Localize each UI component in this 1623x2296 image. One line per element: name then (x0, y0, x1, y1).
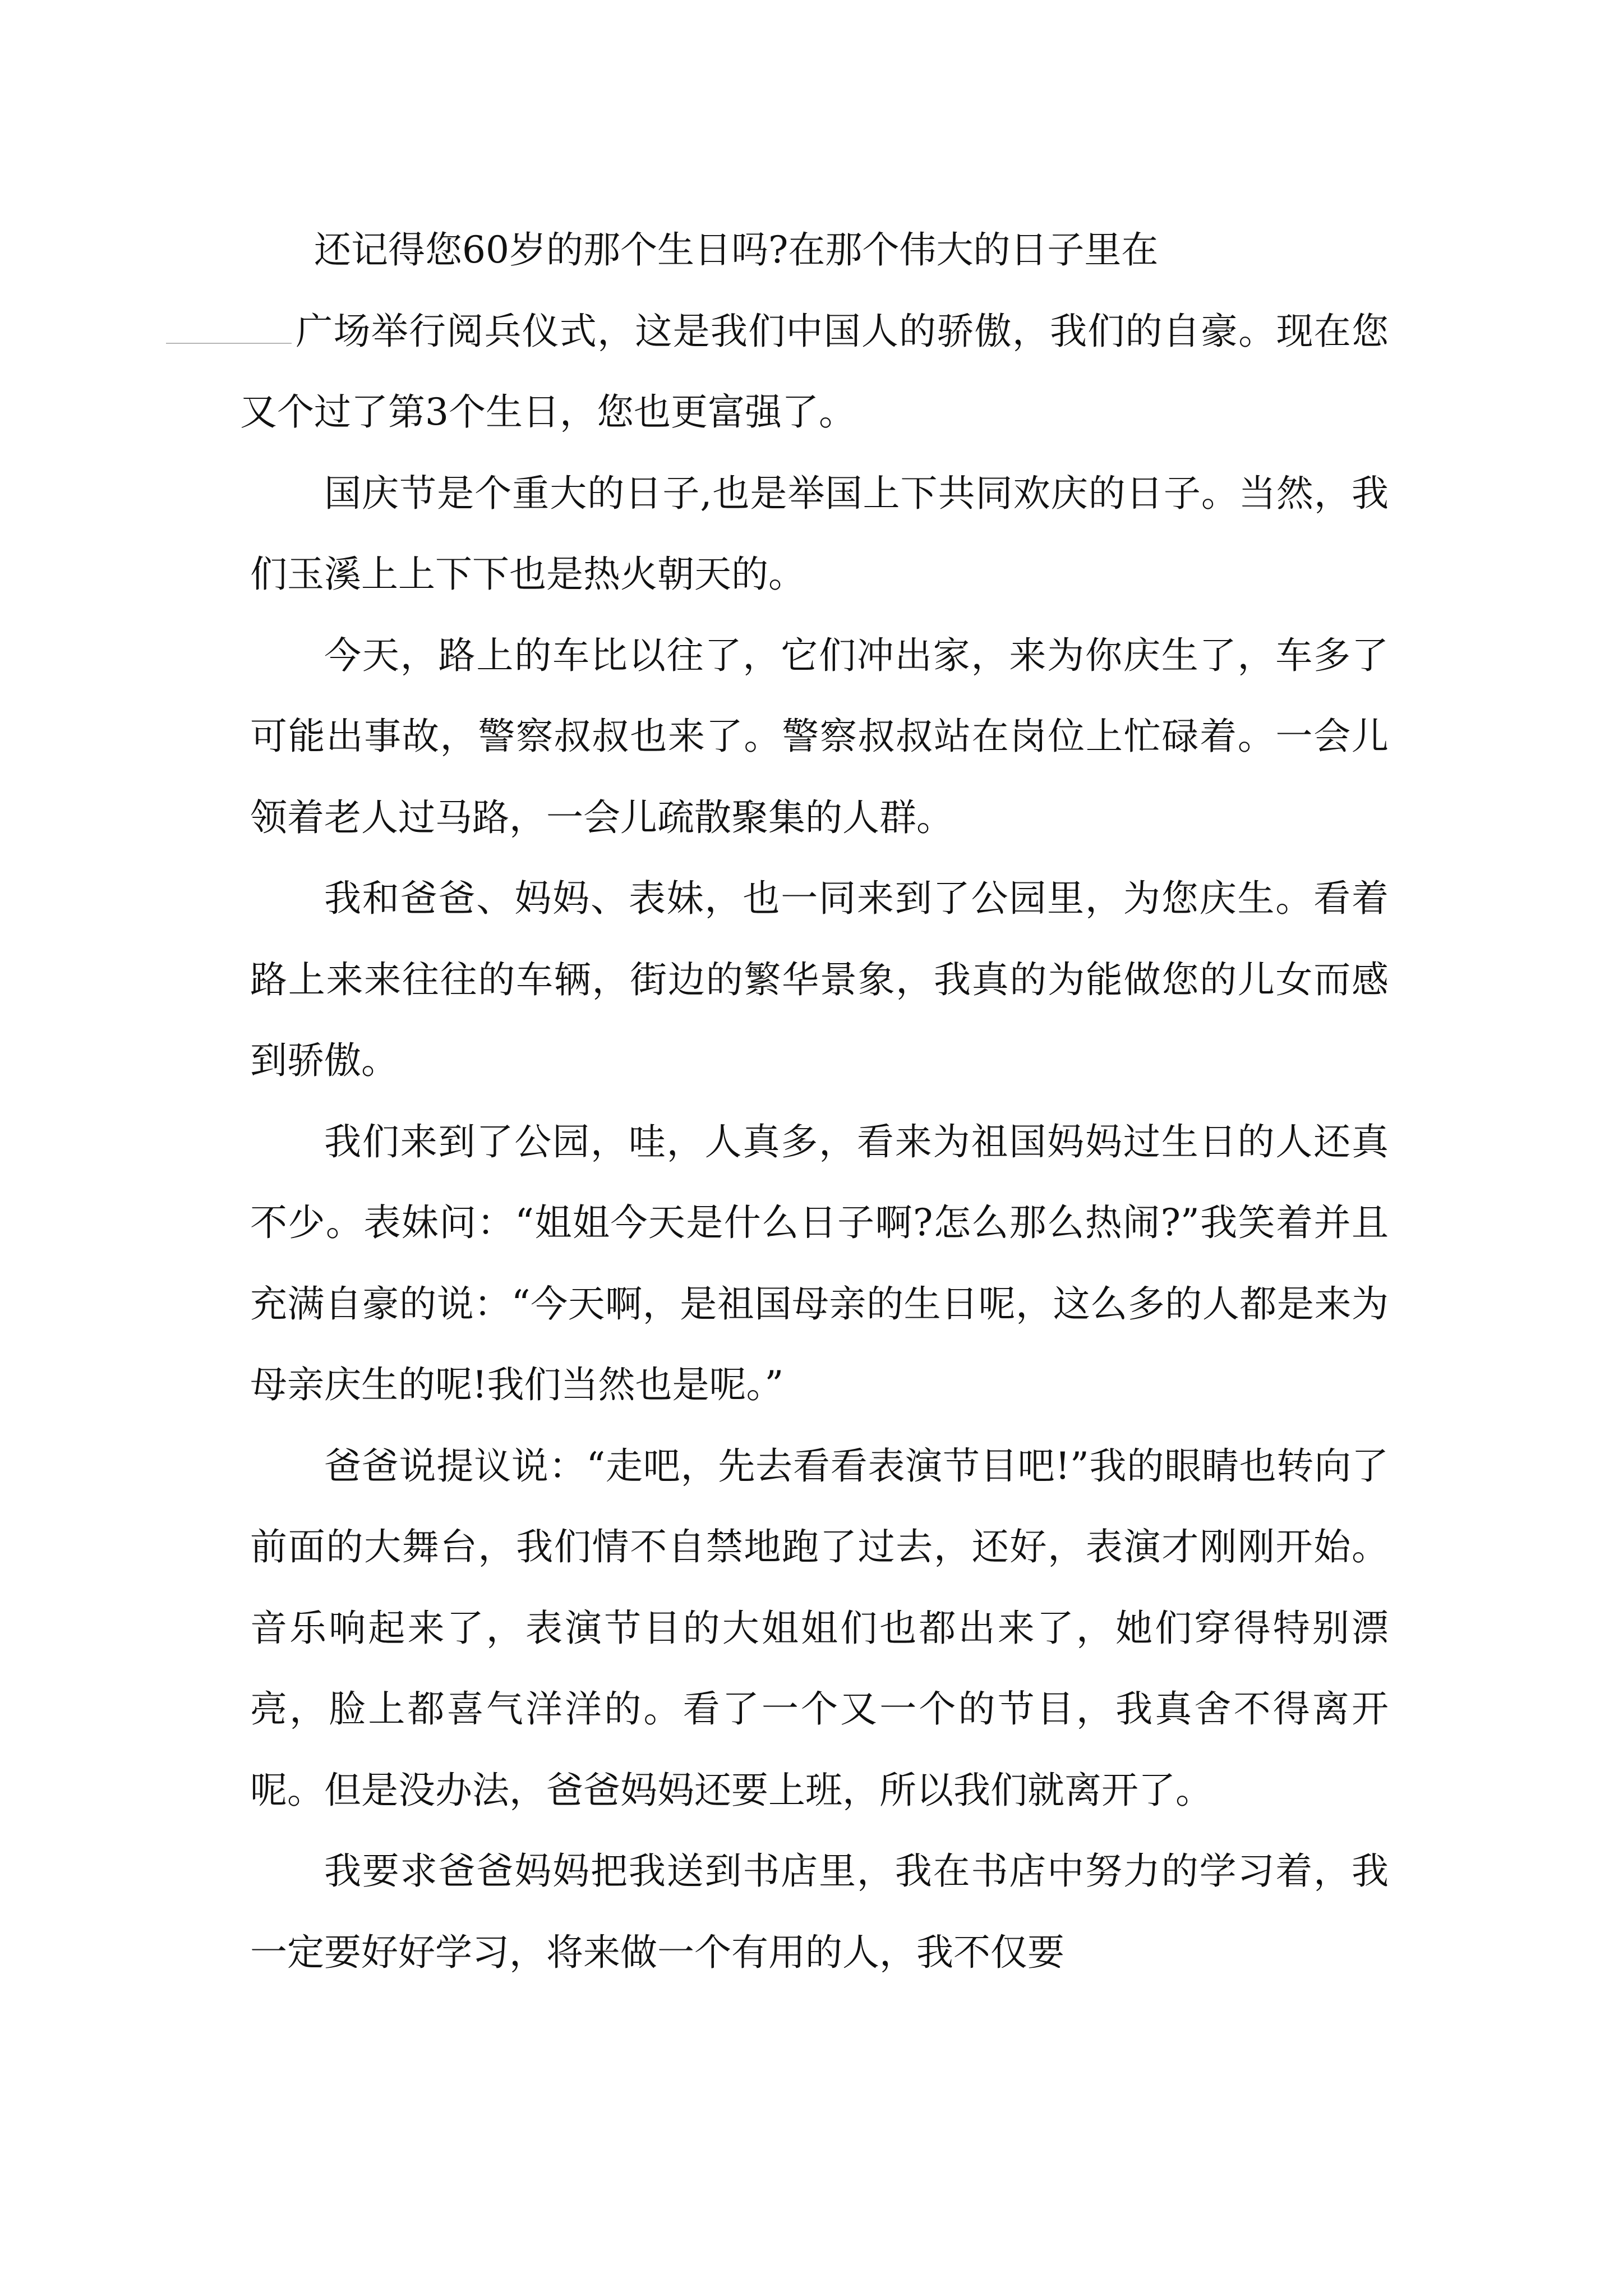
paragraph-1-line-1: 还记得您60岁的那个生日吗?在那个伟大的日子里在 (314, 228, 1159, 272)
paragraph-3: 今天，路上的车比以往了，它们冲出家，来为你庆生了，车多了可能出事故，警察叔叔也来了。警察叔叔站在岗位上忙碌着。一会儿领着老人过马路，一会儿疏散聚集的人群。 (250, 633, 1389, 839)
paragraph-6: 爸爸说提议说：“走吧，先去看看表演节目吧!”我的眼睛也转向了前面的大舞台，我们情不自禁地跑了过去，还好，表演才刚刚开始。音乐响起来了，表演节目的大姐姐们也都出来了，她们穿得特别漂亮，脸上都喜气洋洋的。看了一个又一个的节目，我真舍不得离开呢。但是没办法，爸爸妈妈还要上班，所以我们就离开了。 (250, 1444, 1389, 1812)
body-text (240, 210, 1389, 1993)
paragraph-1-rest: 广场举行阅兵仪式，这是我们中国人的骄傲，我们的自豪。现在您又个过了第3个生日，您也更富强了。 (240, 309, 1389, 434)
paragraph-7: 我要求爸爸妈妈把我送到书店里，我在书店中努力的学习着，我一定要好好学习，将来做一个有用的人，我不仅要 (250, 1849, 1389, 1974)
paragraph-5: 我们来到了公园，哇，人真多，看来为祖国妈妈过生日的人还真不少。表妹问：“姐姐今天是什么日子啊?怎么那么热闹?”我笑着并且充满自豪的说：“今天啊，是祖国母亲的生日呢，这么多的人都是来为母亲庆生的呢!我们当然也是呢。” (250, 1120, 1389, 1406)
paragraph-1 (240, 210, 1389, 453)
paragraph-4: 我和爸爸、妈妈、表妹，也一同来到了公园里，为您庆生。看着路上来来往往的车辆，街边的繁华景象，我真的为能做您的儿女而感到骄傲。 (250, 877, 1389, 1082)
fill-in-blank (166, 342, 292, 344)
paragraph-2: 国庆节是个重大的日子,也是举国上下共同欢庆的日子。当然，我们玉溪上上下下也是热火朝天的。 (250, 471, 1389, 596)
